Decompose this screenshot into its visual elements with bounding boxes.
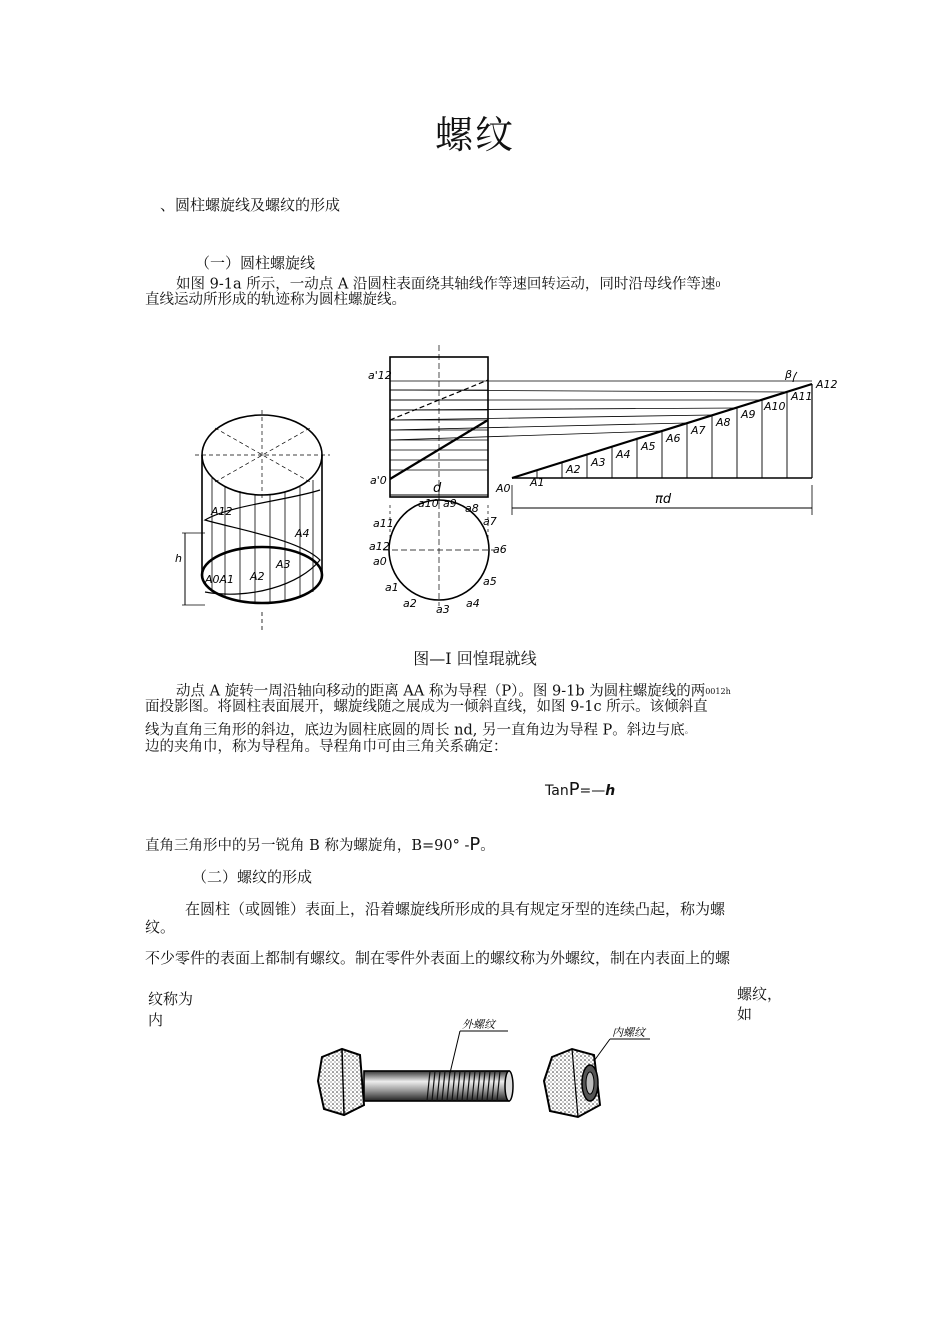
thread-figure	[300, 1015, 670, 1140]
label-A8: A8	[716, 416, 731, 429]
label-A12: A12	[816, 378, 838, 391]
paragraph-line: 边的夹角巾，称为导程角。导程角巾可由三角关系确定：	[145, 739, 508, 755]
label-pi-d: πd	[655, 492, 672, 507]
label-a0-prime: a'0	[370, 474, 387, 487]
label-d: d	[433, 481, 442, 496]
fragment-right-2: 如	[737, 1005, 753, 1023]
label-A2: A2	[566, 463, 581, 476]
paragraph-line: 直角三角形中的另一锐角 B 称为螺旋角，B=90° -P。	[145, 834, 495, 855]
label-a2: a2	[403, 597, 417, 610]
paragraph-line: 纹。	[145, 918, 176, 936]
paragraph-line: 线为直角三角形的斜边，底边为圆柱底圆的周长 nd, 另一直角边为导程 P。斜边与底。	[145, 722, 693, 739]
external-thread-label: 外螺纹	[462, 1018, 495, 1031]
paragraph-line: 如图 9-1a 所示，一动点 A 沿圆柱表面绕其轴线作等速回转运动，同时沿母线作等速0	[176, 276, 721, 293]
label-A10: A10	[764, 400, 786, 413]
internal-thread-label: 内螺纹	[612, 1026, 645, 1039]
label-a6: a6	[493, 543, 507, 556]
fragment-right-1: 螺纹，	[737, 985, 783, 1003]
label-a0: a0	[373, 555, 387, 568]
label-a3: a3	[436, 603, 450, 616]
section-heading: 、圆柱螺旋线及螺纹的形成	[160, 196, 341, 214]
label-A1: A1	[530, 476, 545, 489]
label-A5: A5	[641, 440, 656, 453]
fragment-left-1: 纹称为	[148, 990, 194, 1008]
label-a8: a8	[465, 502, 479, 515]
label-a11: a11	[373, 517, 394, 530]
label-A4: A4	[616, 448, 631, 461]
formula: TanP=—h	[545, 779, 616, 800]
label-a10: a10	[418, 497, 439, 510]
label-A6: A6	[666, 432, 681, 445]
bolt-drawing	[318, 1031, 513, 1115]
paragraph-line: 直线运动所形成的轨迹称为圆柱螺旋线。	[145, 292, 406, 308]
label-A3: A3	[591, 456, 606, 469]
subsection-heading-helix: （一）圆柱螺旋线	[195, 254, 316, 272]
label-A12-cylinder: A12	[211, 505, 233, 518]
label-a12: a12	[369, 540, 390, 553]
development-drawing	[390, 372, 812, 515]
label-A0A1: A0A1	[205, 573, 235, 586]
label-a1: a1	[385, 581, 399, 594]
nut-drawing	[544, 1039, 650, 1117]
label-A2-cylinder: A2	[250, 570, 265, 583]
figure-caption: 图—I 回惶琨就线	[413, 649, 537, 668]
label-A0: A0	[496, 482, 511, 495]
label-a9: a9	[443, 497, 457, 510]
label-A9: A9	[741, 408, 756, 421]
subsection-heading-thread: （二）螺纹的形成	[192, 868, 313, 886]
label-A7: A7	[691, 424, 706, 437]
fragment-left-2: 内	[148, 1011, 164, 1029]
helix-figure	[0, 340, 950, 640]
page-title: 螺纹	[434, 113, 515, 157]
label-A4-cylinder: A4	[295, 527, 310, 540]
paragraph-line: 动点 A 旋转一周沿轴向移动的距离 AA 称为导程（P）。图 9-1b 为圆柱螺旋线的两0012h	[176, 683, 731, 700]
paragraph-line: 在圆柱（或圆锥）表面上，沿着螺旋线所形成的具有规定牙型的连续凸起，称为螺	[185, 900, 726, 918]
label-A3-cylinder: A3	[276, 558, 291, 571]
paragraph-line: 不少零件的表面上都制有螺纹。制在零件外表面上的螺纹称为外螺纹，制在内表面上的螺	[145, 949, 731, 967]
cylinder-drawing	[182, 410, 330, 630]
label-A11: A11	[791, 390, 813, 403]
label-h: h	[175, 552, 182, 565]
label-a7: a7	[483, 515, 497, 528]
label-beta: β	[785, 368, 793, 381]
label-a4: a4	[466, 597, 480, 610]
projection-drawing	[383, 345, 495, 606]
paragraph-line: 面投影图。将圆柱表面展开，螺旋线随之展成为一倾斜直线，如图 9-1c 所示。该倾斜直	[145, 699, 708, 715]
label-a5: a5	[483, 575, 497, 588]
label-a12-prime: a'12	[368, 369, 392, 382]
